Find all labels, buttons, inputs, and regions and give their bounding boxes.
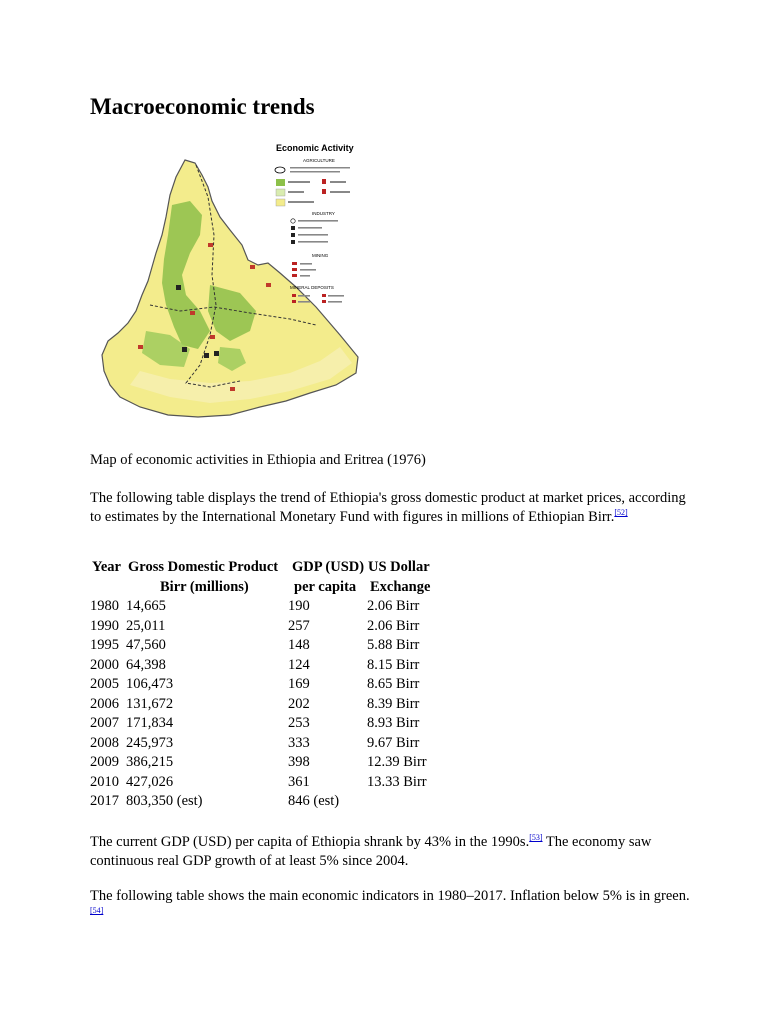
cell-year: 2000 (90, 656, 119, 673)
intro-paragraph (90, 489, 690, 527)
table-row (90, 597, 450, 617)
cell-per-capita: 257 (288, 617, 310, 634)
header-year: Year (92, 559, 121, 575)
growth-text-a: The current GDP (USD) per capita of Ethiopia shrank by 43% in the 1990s. (90, 834, 530, 850)
cell-exchange: 8.65 Birr (367, 676, 420, 692)
cell-exchange: 8.93 Birr (367, 715, 420, 731)
cell-year: 2010 (90, 773, 119, 790)
header-percap-line1: GDP (USD) (292, 559, 365, 575)
cell-per-capita: 361 (288, 773, 310, 790)
reference-link-53[interactable]: [53] (529, 833, 543, 842)
cell-year: 2009 (90, 754, 119, 770)
gdp-table-body (90, 597, 450, 812)
cell-exchange: 13.33 Birr (367, 773, 427, 790)
header-exchange-line1: US Dollar (368, 559, 430, 575)
map-legend-mining-heading: MINING (312, 253, 329, 258)
reference-link-52[interactable]: [52] (614, 508, 628, 517)
cell-year: 2008 (90, 734, 119, 751)
map-legend-title: Economic Activity (276, 143, 354, 153)
header-percap-line2: per capita (294, 578, 357, 595)
map-legend-industry-heading: INDUSTRY (312, 211, 335, 216)
table-row (90, 617, 450, 637)
cell-year: 1995 (90, 637, 119, 653)
header-gdp-line1: Gross Domestic Product (128, 559, 279, 575)
cell-exchange: 9.67 Birr (367, 734, 420, 751)
cell-per-capita: 846 (est) (288, 793, 340, 809)
cell-exchange: 8.39 Birr (367, 695, 420, 712)
cell-birr: 47,560 (126, 637, 166, 653)
cell-per-capita: 398 (288, 754, 310, 770)
indicators-paragraph (90, 887, 690, 925)
cell-year: 1980 (90, 598, 119, 614)
table-row (90, 656, 450, 676)
cell-birr: 25,011 (126, 617, 166, 634)
cell-birr: 106,473 (126, 676, 174, 692)
cell-per-capita: 333 (288, 734, 310, 751)
cell-year: 2007 (90, 715, 119, 731)
map-legend-mineral-heading: MINERAL DEPOSITS (290, 285, 334, 290)
map-legend-agriculture-heading: AGRICULTURE (303, 158, 335, 163)
section-heading: Macroeconomic trends (90, 94, 315, 119)
gdp-table-header (90, 558, 450, 597)
header-exchange-line2: Exchange (370, 578, 431, 595)
cell-birr: 427,026 (126, 773, 174, 790)
table-row (90, 753, 450, 773)
table-row (90, 792, 450, 812)
growth-paragraph (90, 833, 690, 871)
growth-text-b: The economy saw continuous real GDP growth of at least 5% since 2004. (90, 834, 652, 869)
cell-year: 1990 (90, 617, 119, 634)
cell-per-capita: 148 (288, 637, 310, 653)
cell-exchange: 8.15 Birr (367, 656, 420, 673)
cell-birr: 803,350 (est) (126, 793, 203, 809)
cell-year: 2005 (90, 676, 119, 692)
cell-exchange: 5.88 Birr (367, 637, 420, 653)
intro-text: The following table displays the trend of Ethiopia's gross domestic product at market prices, according to estimates by the International Monetary Fund with figures in millions of Ethiopian Birr. (90, 490, 686, 525)
cell-per-capita: 190 (288, 598, 310, 614)
table-row (90, 773, 450, 793)
cell-exchange: 12.39 Birr (367, 754, 427, 770)
header-gdp-line2: Birr (millions) (160, 578, 249, 595)
cell-birr: 386,215 (126, 754, 174, 770)
cell-per-capita: 202 (288, 695, 310, 712)
cell-birr: 14,665 (126, 598, 166, 614)
cell-year: 2006 (90, 695, 119, 712)
cell-per-capita: 124 (288, 656, 310, 673)
reference-link-54[interactable]: [54] (90, 906, 104, 915)
cell-birr: 245,973 (126, 734, 174, 751)
map-image (90, 135, 376, 420)
cell-per-capita: 253 (288, 715, 310, 731)
cell-year: 2017 (90, 793, 119, 809)
table-row (90, 695, 450, 715)
cell-birr: 171,834 (126, 715, 174, 731)
table-row (90, 714, 450, 734)
economic-activity-map (90, 135, 376, 420)
cell-exchange: 2.06 Birr (367, 598, 420, 614)
indicators-text: The following table shows the main economic indicators in 1980–2017. Inflation below 5% is in green. (90, 888, 690, 904)
gdp-table (90, 558, 450, 812)
cell-per-capita: 169 (288, 676, 310, 692)
table-row (90, 636, 450, 656)
table-row (90, 734, 450, 754)
cell-birr: 131,672 (126, 695, 174, 712)
table-row (90, 675, 450, 695)
cell-birr: 64,398 (126, 656, 166, 673)
map-caption: Map of economic activities in Ethiopia and Eritrea (1976) (90, 452, 426, 468)
cell-exchange: 2.06 Birr (367, 617, 420, 634)
